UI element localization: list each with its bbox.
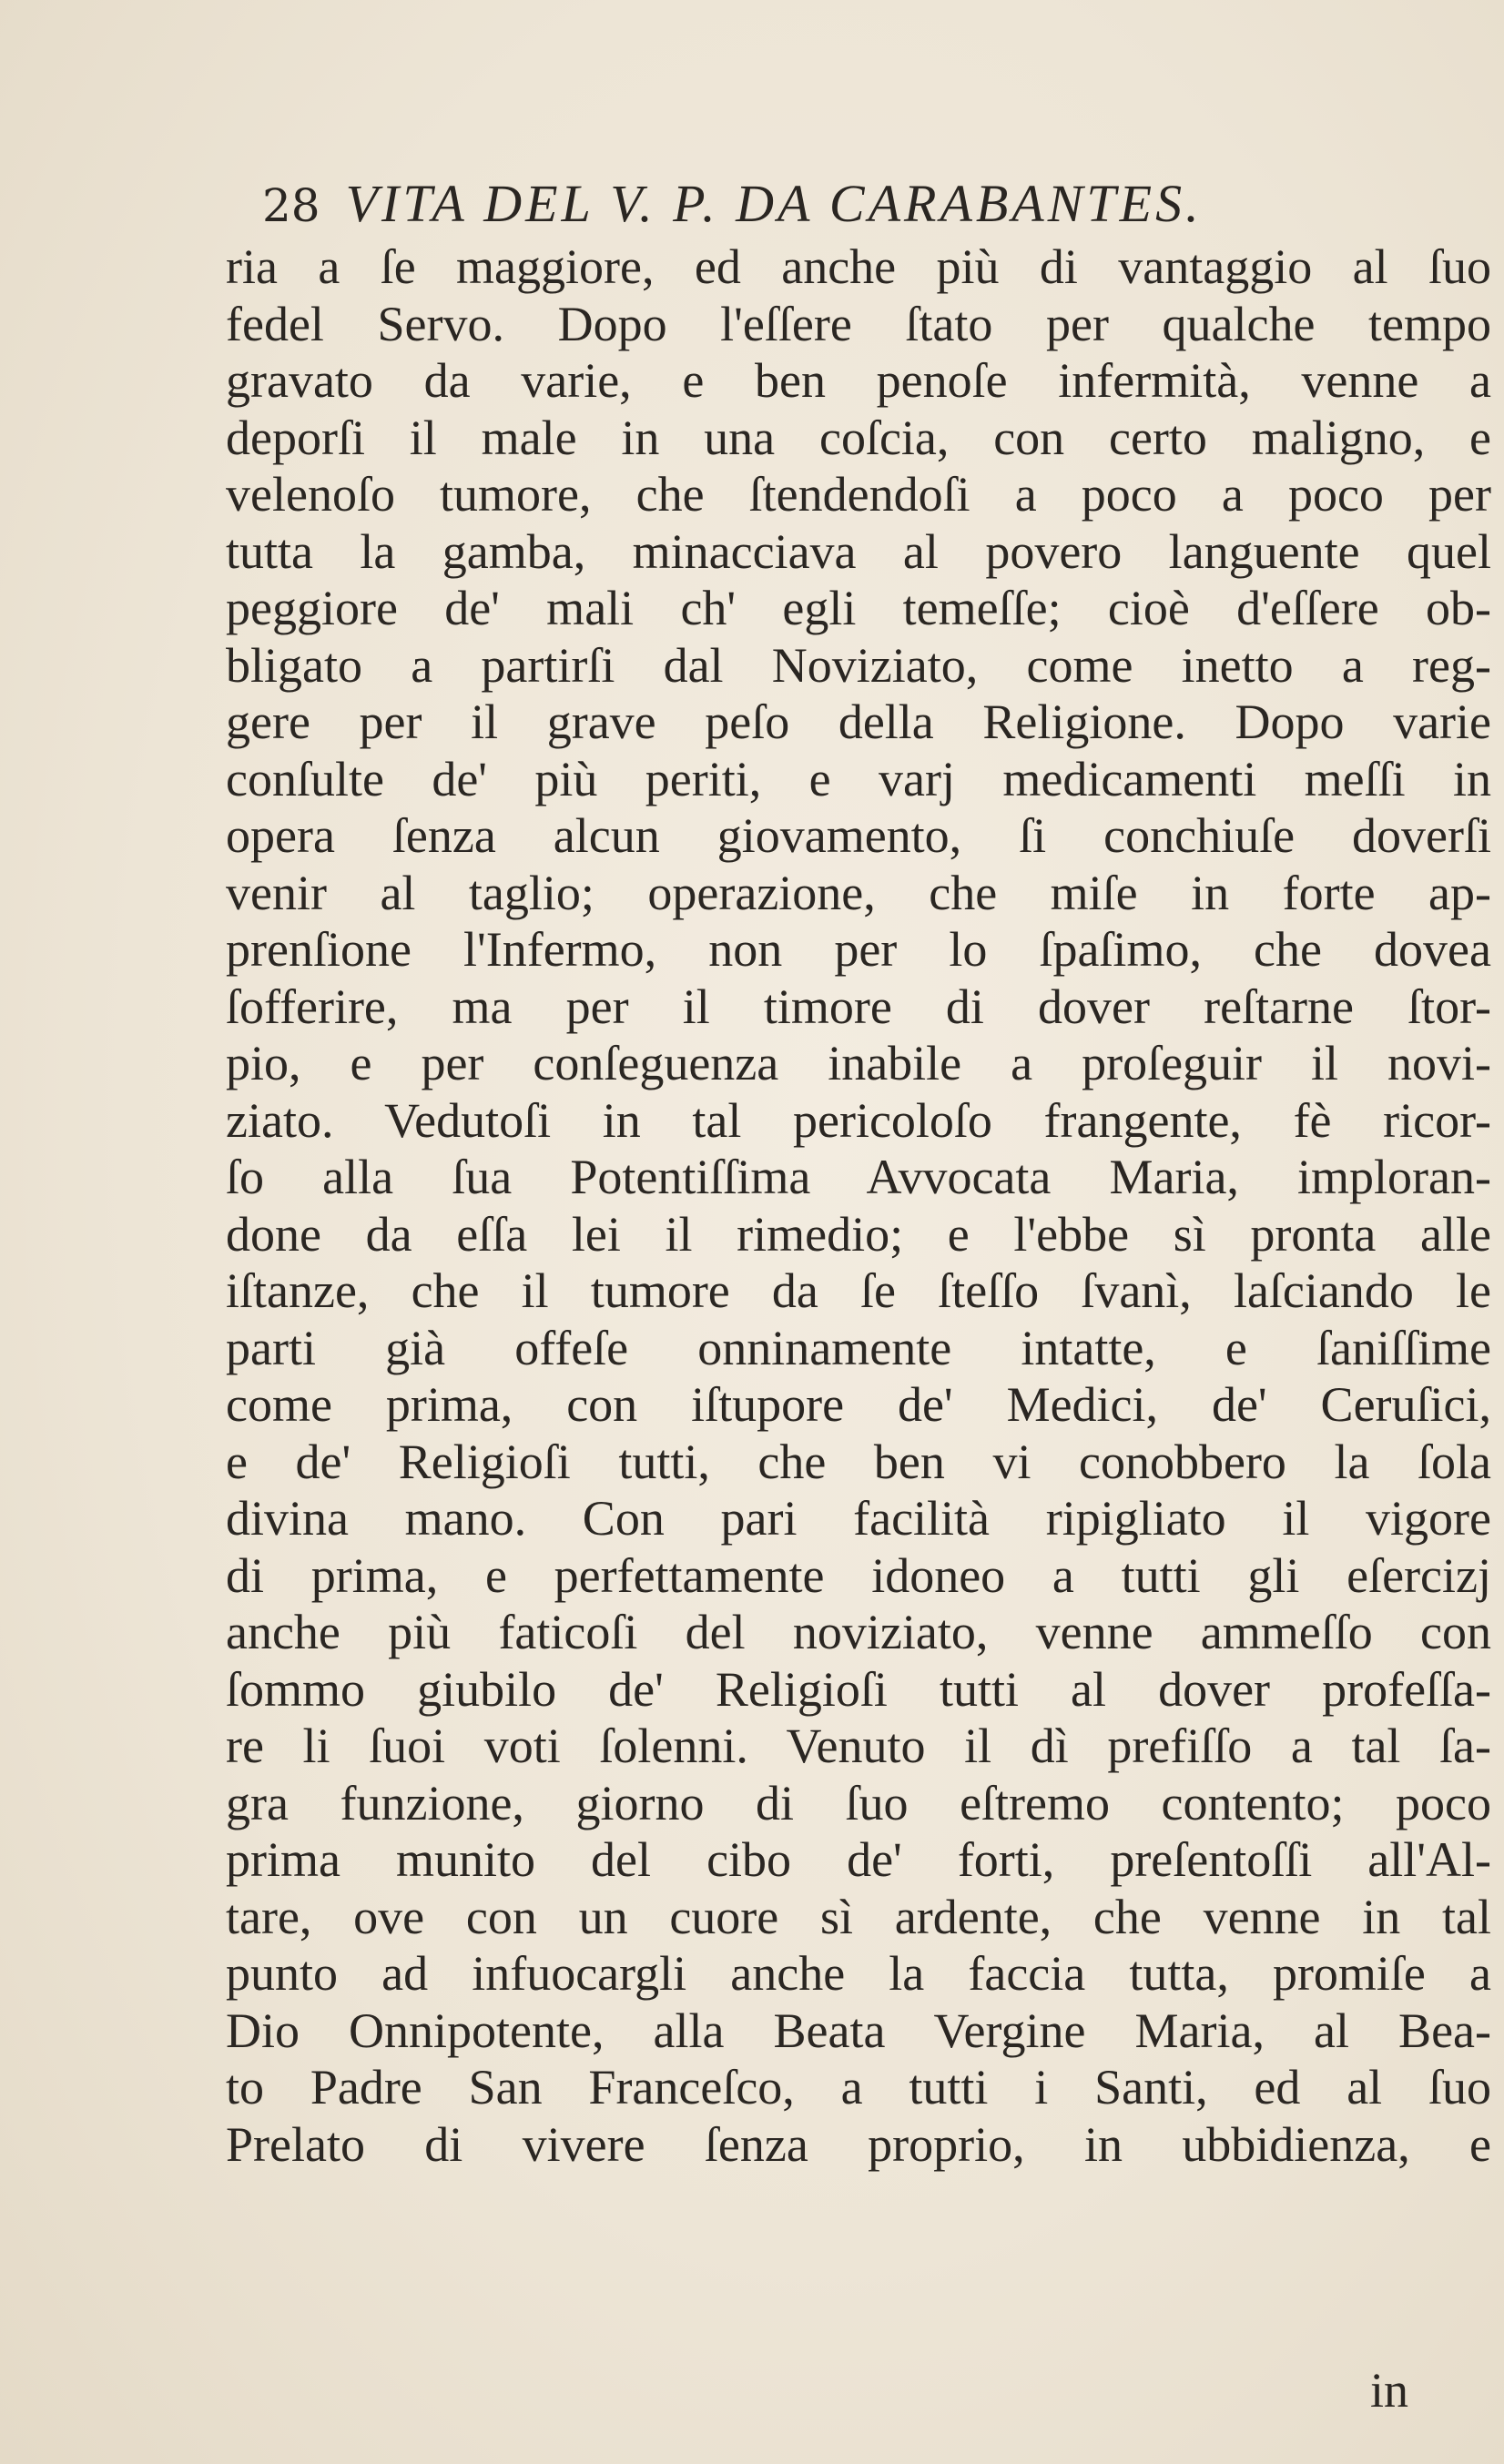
text-line: iſtanze, che il tumore da ſe ſteſſo ſvanì, laſciando le [226,1263,1491,1318]
text-line: venir al taglio; operazione, che miſe in forte ap- [226,865,1491,920]
text-line: anche più faticoſi del noviziato, venne ammeſſo con [226,1605,1491,1659]
text-line: ſommo giubilo de' Religioſi tutti al dover profeſſa- [226,1661,1491,1717]
text-line: conſulte de' più periti, e varj medicamenti meſſi in [226,751,1491,806]
text-line: tare, ove con un cuore sì ardente, che venne in tal [226,1889,1491,1944]
text-line: deporſi il male in una coſcia, con certo maligno, e [226,410,1491,465]
text-line: fedel Servo. Dopo l'eſſere ſtato per qualche tempo [226,296,1491,351]
text-line: peggiore de' mali ch' egli temeſſe; cioè d'eſſere ob- [226,581,1491,635]
text-line: bligato a partirſi dal Noviziato, come inetto a reg- [226,637,1491,693]
text-line: di prima, e perfettamente idoneo a tutti gli eſercizj [226,1547,1491,1603]
text-line: come prima, con iſtupore de' Medici, de' Ceruſici, [226,1377,1491,1432]
catchword: in [1370,2363,1409,2418]
text-line: e de' Religioſi tutti, che ben vi conobbero la ſola [226,1434,1491,1489]
page-number: 28 [262,179,320,232]
text-line: prenſione l'Infermo, non per lo ſpaſimo, che dovea [226,922,1491,977]
text-line: ſofferire, ma per il timore di dover reſtarne ſtor- [226,979,1491,1034]
text-line: gravato da varie, e ben penoſe infermità, venne a [226,353,1491,408]
text-line: ria a ſe maggiore, ed anche più di vantaggio al ſuo [226,239,1491,294]
text-line: divina mano. Con pari facilità ripigliato il vigore [226,1491,1491,1546]
text-line: gra funzione, giorno di ſuo eſtremo contento; poco [226,1775,1491,1830]
text-line: Prelato di vivere ſenza proprio, in ubbidienza, e [226,2116,1491,2172]
text-line: Dio Onnipotente, alla Beata Vergine Maria, al Bea- [226,2003,1491,2058]
text-line: velenoſo tumore, che ſtendendoſi a poco a poco per [226,467,1491,522]
text-line: opera ſenza alcun giovamento, ſi conchiuſe doverſi [226,808,1491,863]
text-line: ſo alla ſua Potentiſſima Avvocata Maria, imploran- [226,1150,1491,1204]
text-line: prima munito del cibo de' forti, preſentoſſi all'Al- [226,1832,1491,1887]
page-header [262,173,1482,233]
text-line: tutta la gamba, minacciava al povero languente quel [226,523,1491,579]
text-line: parti già offeſe onninamente intatte, e ſaniſſime [226,1320,1491,1375]
text-line: ziato. Vedutoſi in tal pericoloſo frangente, fè ricor- [226,1092,1491,1148]
running-title: VITA DEL V. P. DA CARABANTES. [345,174,1203,233]
text-line: to Padre San Franceſco, a tutti i Santi, ed al ſuo [226,2060,1491,2114]
text-line: gere per il grave peſo della Religione. Dopo varie [226,695,1491,749]
text-line: re li ſuoi voti ſolenni. Venuto il dì prefiſſo a tal ſa- [226,1719,1491,1773]
text-line: pio, e per conſeguenza inabile a proſeguir il novi- [226,1036,1491,1090]
text-line: punto ad infuocargli anche la faccia tutta, promiſe a [226,1946,1491,2001]
body-text [226,238,1491,2173]
text-line: done da eſſa lei il rimedio; e l'ebbe sì pronta alle [226,1206,1491,1262]
